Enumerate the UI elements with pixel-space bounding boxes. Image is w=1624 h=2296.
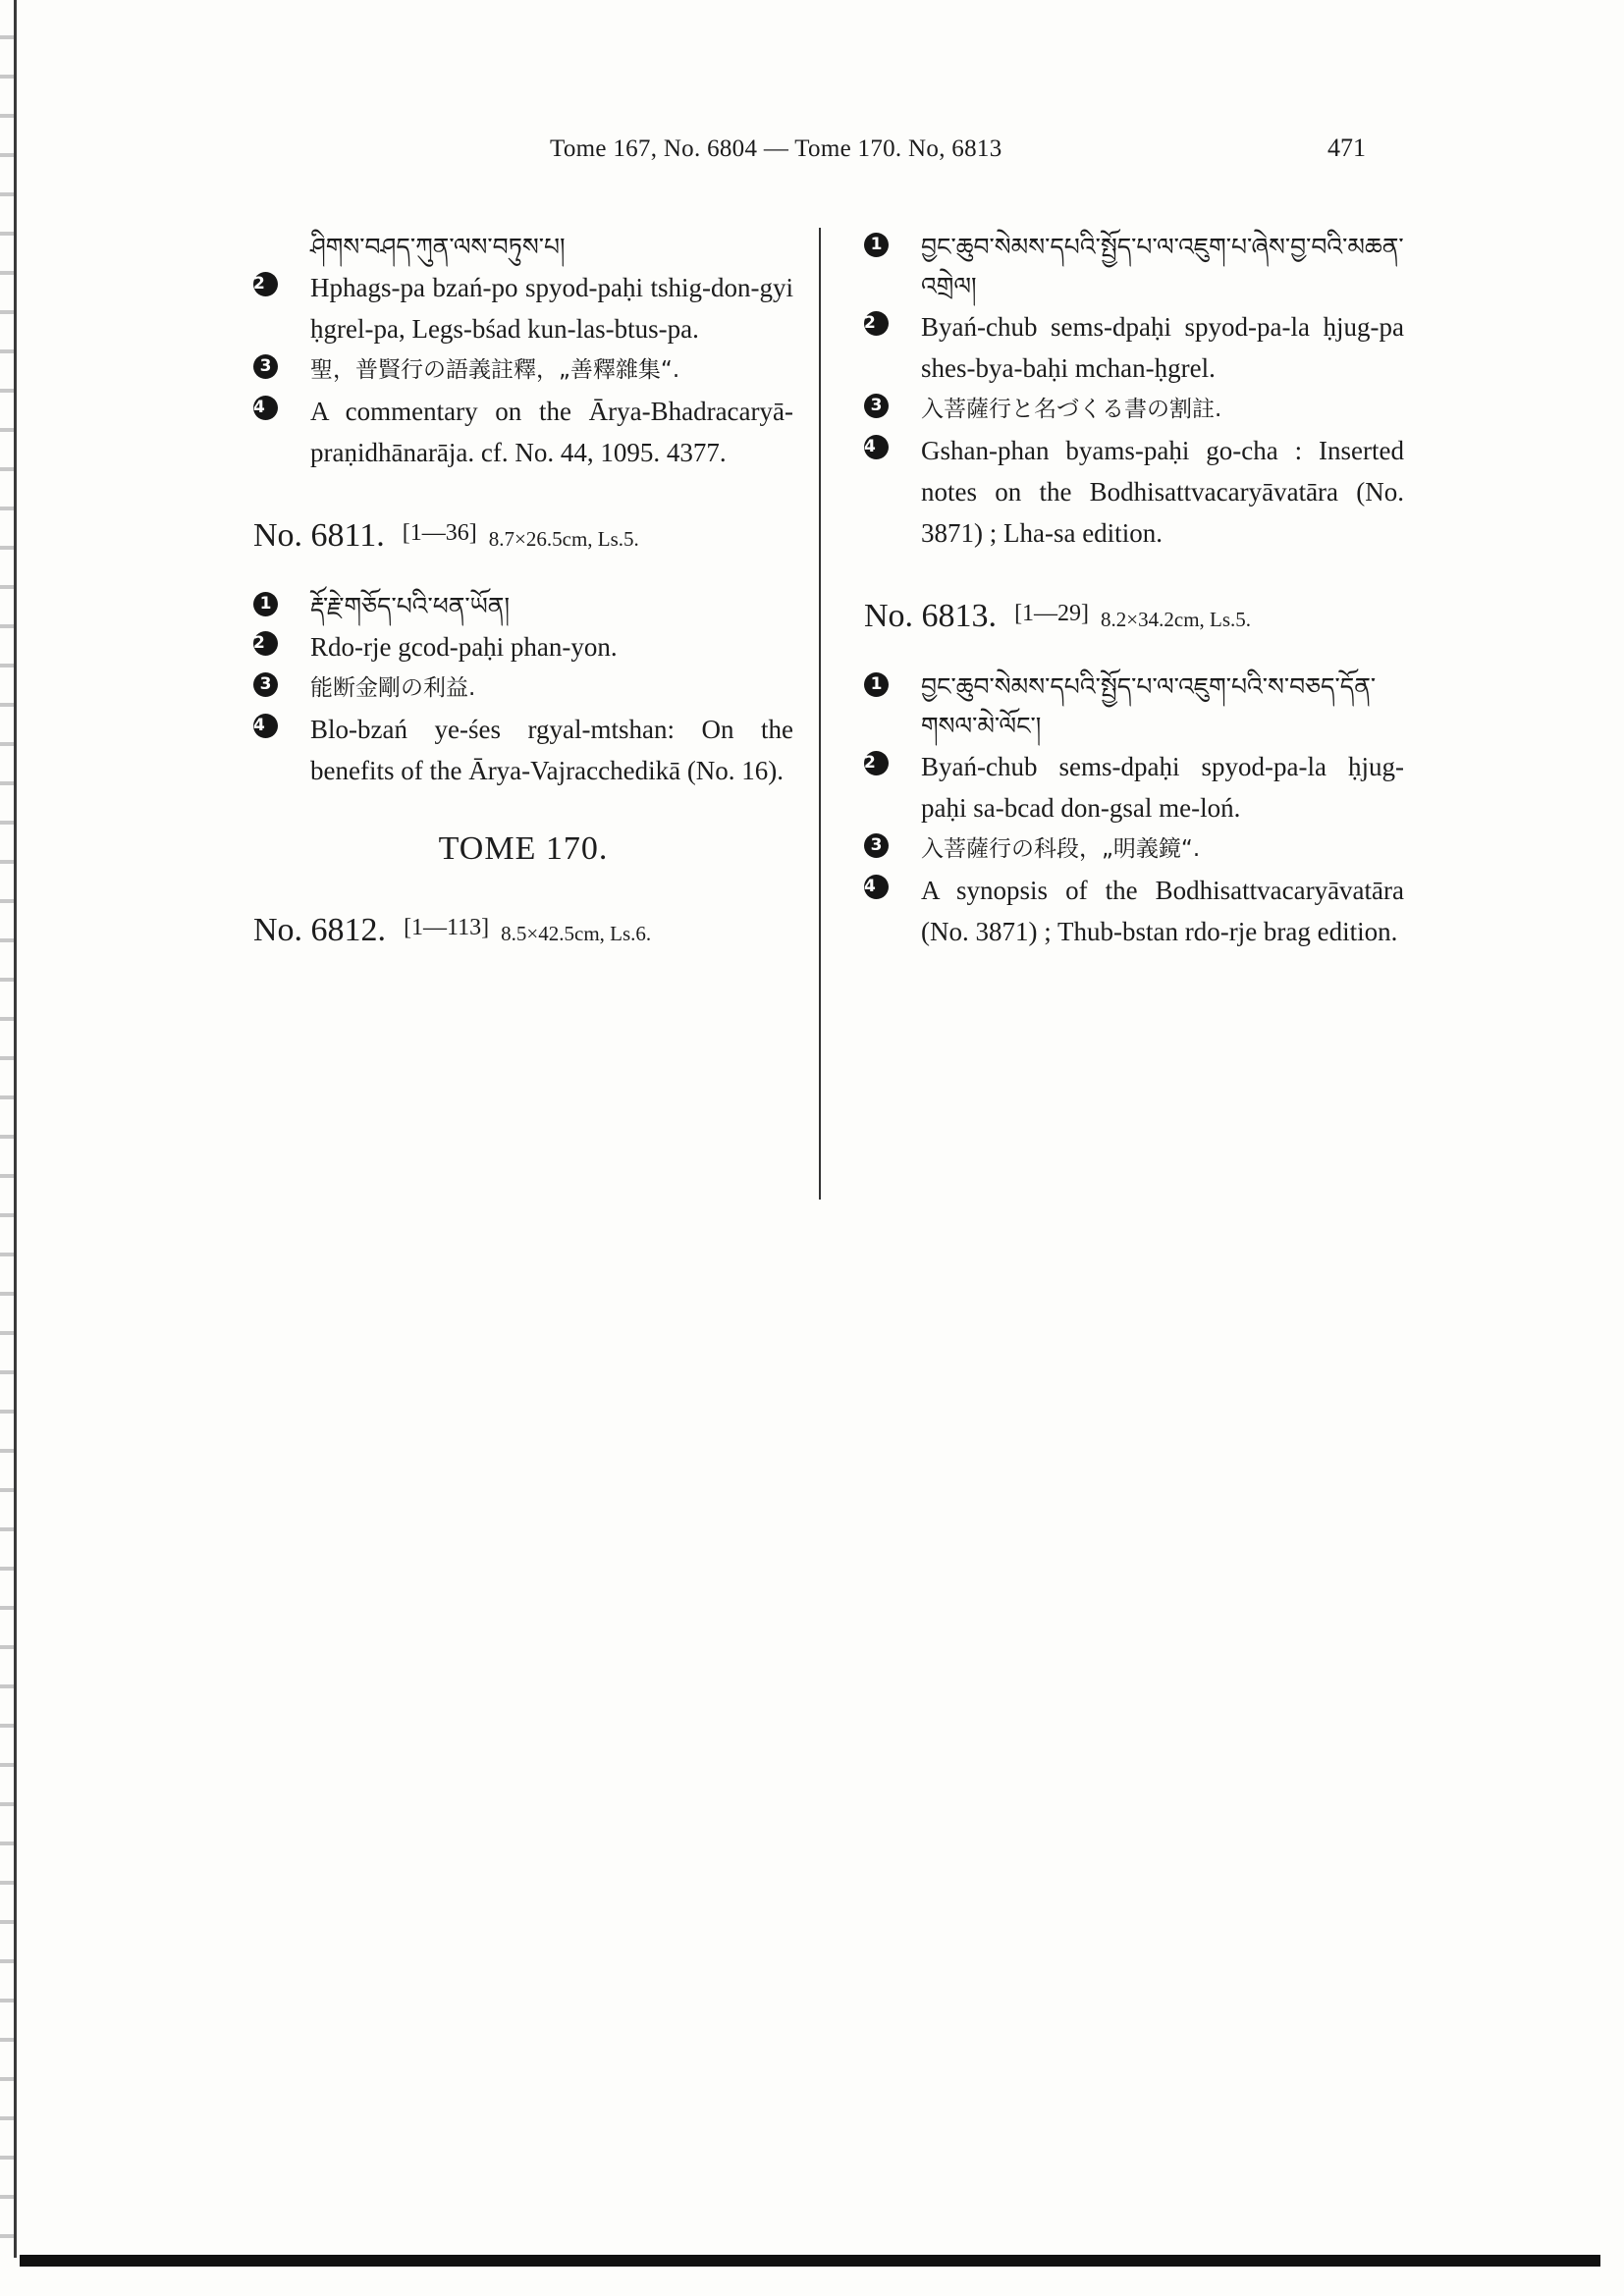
- format-dims: 8.5×42.5cm, Ls.6.: [501, 922, 652, 945]
- entry-tibetan-title: [864, 228, 1404, 306]
- entry-number-6811: [253, 512, 793, 560]
- japanese-title-text: 聖，普賢行の語義註釋，„善釋雜集“.: [310, 357, 680, 383]
- entry-romanized-title: [864, 306, 1404, 389]
- entry-description: [864, 430, 1404, 554]
- left-column: [253, 228, 793, 954]
- entry-description: [864, 870, 1404, 952]
- circle-2-icon: 2: [864, 751, 889, 775]
- entry-romanized-title: [253, 626, 793, 667]
- romanized-title-text: Hphags-pa bzań-po spyod-paḥi tshig-don-gyi ḥgrel-pa, Legs-bśad kun-las-btus-pa.: [310, 273, 793, 344]
- circle-3-icon: 3: [253, 672, 278, 697]
- circle-4-icon: 4: [253, 714, 278, 738]
- running-header: Tome 167, No. 6804 — Tome 170. No, 6813: [550, 135, 1002, 162]
- entry-number: No. 6812.: [253, 912, 387, 948]
- page-number: 471: [1327, 133, 1366, 162]
- entry-japanese-title: [253, 667, 793, 709]
- tibetan-title-continued: ཤིགས་བཤད་ཀུན་ལས་བཏུས་པ།: [310, 233, 566, 261]
- circle-3-icon: 3: [253, 354, 278, 379]
- tibetan-title-text: བྱང་ཆུབ་སེམས་དཔའི་སྤྱོད་པ་ལ་འཇུག་པའི་ས་བཅད་དོན་གསལ་མེ་ལོང་།: [921, 672, 1377, 740]
- entry-japanese-title: [864, 828, 1404, 870]
- entry-description: [253, 391, 793, 473]
- romanized-title-text: Byań-chub sems-dpaḥi spyod-pa-la ḥjug-pa shes-bya-baḥi mchan-ḥgrel.: [921, 312, 1404, 383]
- page-binding-edge: [0, 0, 17, 2258]
- description-text: Blo-bzań ye-śes rgyal-mtshan: On the benefits of the Ārya-Vajracchedikā (No. 16).: [310, 715, 793, 785]
- entry-tibetan-title: [864, 667, 1404, 746]
- entry-japanese-title: [253, 349, 793, 391]
- folio-range: [1—36]: [402, 520, 477, 546]
- circle-3-icon: 3: [864, 394, 889, 418]
- entry-number-6813: [864, 593, 1404, 640]
- japanese-title-text: 入菩薩行の科段，„明義鏡“.: [921, 836, 1201, 862]
- right-column: [864, 228, 1404, 952]
- circle-4-icon: 4: [864, 875, 889, 899]
- japanese-title-text: 入菩薩行と名づくる書の割註.: [921, 397, 1222, 422]
- japanese-title-text: 能断金剛の利益.: [310, 675, 476, 701]
- circle-1-icon: 1: [864, 672, 889, 697]
- format-dims: 8.2×34.2cm, Ls.5.: [1101, 608, 1252, 631]
- folio-range: [1—29]: [1014, 601, 1090, 626]
- description-text: A commentary on the Ārya-Bhadracaryā-praṇidhānarāja. cf. No. 44, 1095. 4377.: [310, 397, 793, 467]
- entry-number-6812: [253, 907, 793, 954]
- entry-romanized-title: [864, 746, 1404, 828]
- entry-number: No. 6811.: [253, 517, 385, 554]
- entry-number: No. 6813.: [864, 598, 998, 634]
- column-divider: [819, 228, 821, 1200]
- entry-description: [253, 709, 793, 791]
- tibetan-title-text: བྱང་ཆུབ་སེམས་དཔའི་སྤྱོད་པ་ལ་འཇུག་པ་ཞེས་བྱ་བའི་མཆན་འགྲེལ།: [921, 233, 1404, 300]
- page-bottom-border: [20, 2255, 1600, 2267]
- circle-4-icon: 4: [864, 435, 889, 459]
- folio-range: [1—113]: [404, 915, 490, 940]
- format-dims: 8.7×26.5cm, Ls.5.: [488, 527, 639, 551]
- description-text: A synopsis of the Bodhisattvacaryāvatāra (No. 3871) ; Thub-bstan rdo-rje brag edition.: [921, 876, 1404, 946]
- romanized-title-text: Rdo-rje gcod-paḥi phan-yon.: [310, 632, 618, 662]
- description-text: Gshan-phan byams-paḥi go-cha : Inserted notes on the Bodhisattvacaryāvatāra (No. 3871) ; Lha-sa edition.: [921, 436, 1404, 548]
- entry-romanized-title: [253, 267, 793, 349]
- circle-2-icon: 2: [864, 311, 889, 336]
- circle-4-icon: 4: [253, 396, 278, 420]
- entry-tibetan-title: [253, 587, 793, 626]
- circle-2-icon: 2: [253, 272, 278, 296]
- circle-3-icon: 3: [864, 833, 889, 858]
- entry-japanese-title: [864, 389, 1404, 430]
- circle-2-icon: 2: [253, 631, 278, 656]
- romanized-title-text: Byań-chub sems-dpaḥi spyod-pa-la ḥjug-paḥi sa-bcad don-gsal me-loń.: [921, 752, 1404, 823]
- circle-1-icon: 1: [864, 233, 889, 257]
- tome-heading: TOME 170.: [438, 830, 609, 867]
- circle-1-icon: 1: [253, 592, 278, 616]
- tibetan-title-text: རྡོ་རྗེ་གཅོད་པའི་ཕན་ཡོན།: [310, 592, 511, 620]
